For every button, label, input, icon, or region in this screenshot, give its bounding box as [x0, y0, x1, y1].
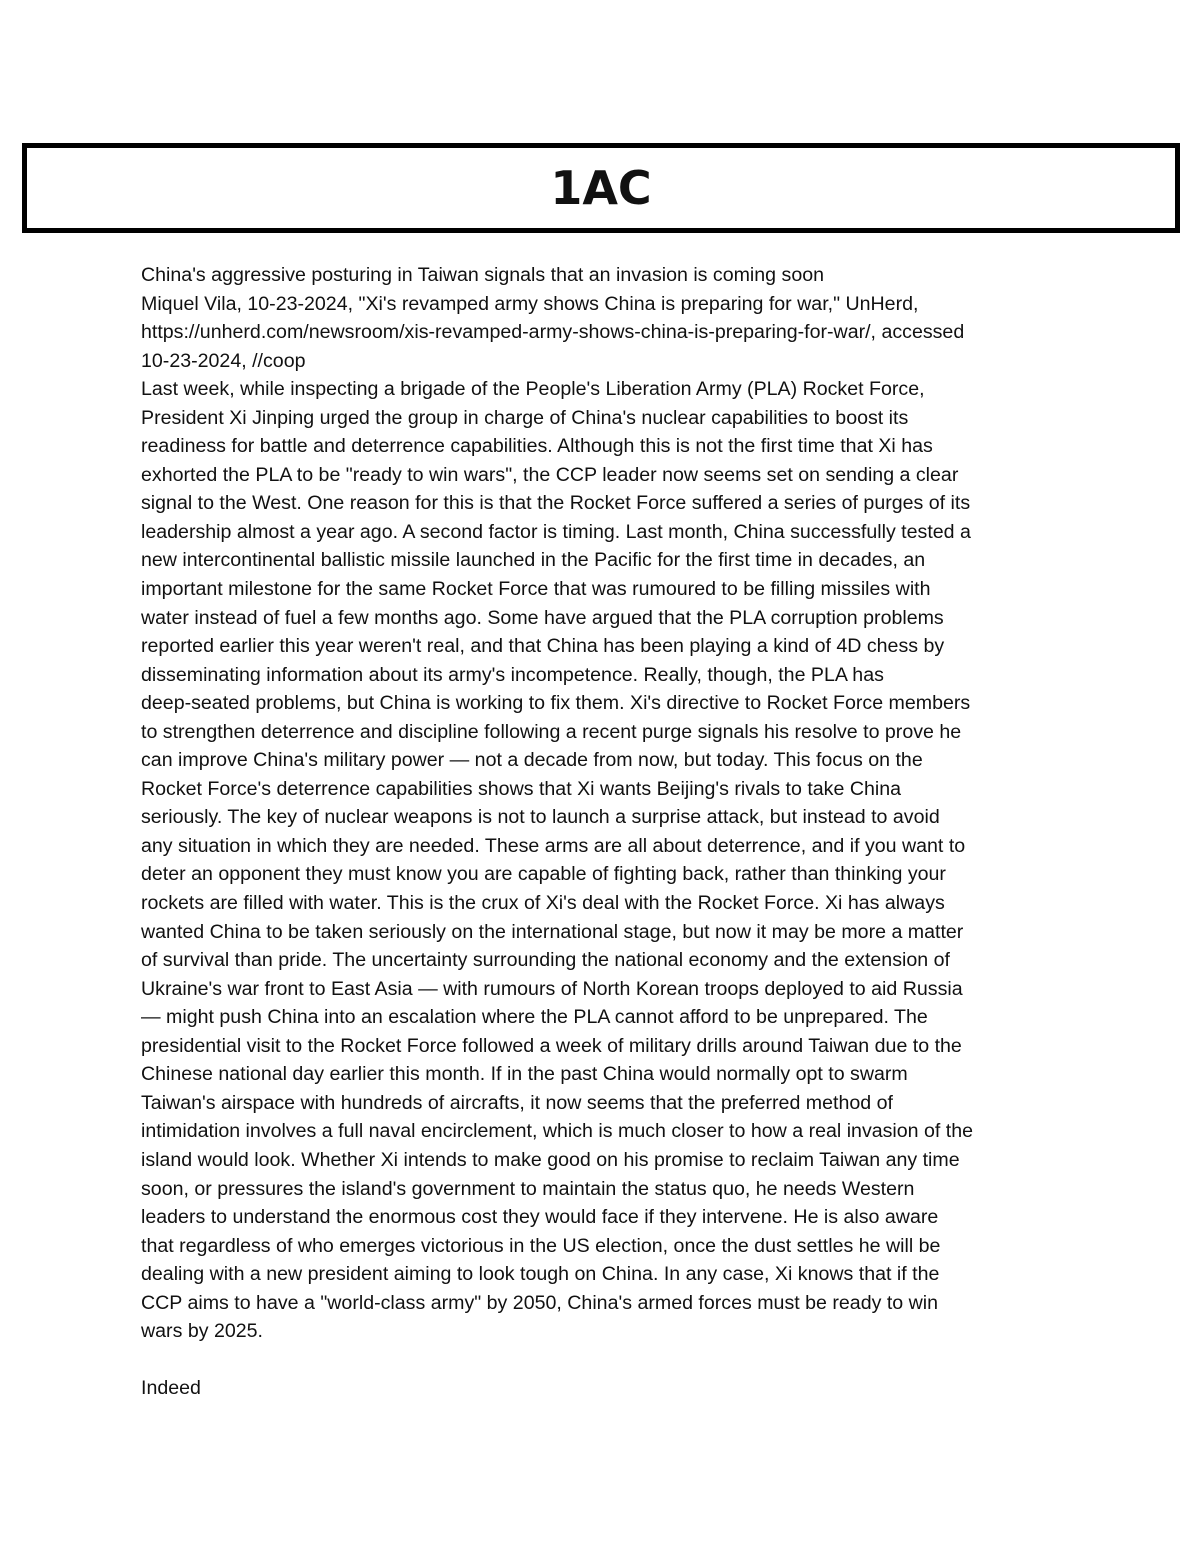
card-text-line: intimidation involves a full naval encirclement, which is much closer to how a real invasion of the	[141, 1120, 974, 1143]
card-text-line: — might push China into an escalation where the PLA cannot afford to be unprepared. The	[141, 1006, 928, 1029]
card-text-line: exhorted the PLA to be "ready to win wars", the CCP leader now seems set on sending a clear	[141, 463, 959, 486]
card-text-line: of survival than pride. The uncertainty surrounding the national economy and the extension of	[141, 949, 950, 972]
citation	[141, 290, 973, 376]
card-text-line: soon, or pressures the island's government to maintain the status quo, he needs Western	[141, 1177, 915, 1200]
card-text-line: island would look. Whether Xi intends to make good on his promise to reclaim Taiwan any time	[141, 1148, 960, 1171]
card-text-line: President Xi Jinping urged the group in charge of China's nuclear capabilities to boost its	[141, 406, 909, 429]
spacer	[141, 1346, 973, 1375]
card-text-line: that regardless of who emerges victorious in the US election, once the dust settles he will be	[141, 1234, 941, 1257]
card-text-line: Ukraine's war front to East Asia — with rumours of North Korean troops deployed to aid Russia	[141, 977, 963, 1000]
card-text-line: important milestone for the same Rocket Force that was rumoured to be filling missiles with	[141, 578, 931, 601]
citation-line: Miquel Vila, 10-23-2024, "Xi's revamped army shows China is preparing for war," UnHerd,	[141, 292, 919, 315]
card-text-line: reported earlier this year weren't real, and that China has been playing a kind of 4D chess by	[141, 635, 945, 658]
card-text-line: leadership almost a year ago. A second factor is timing. Last month, China successfully tested a	[141, 520, 971, 543]
card-text-line: water instead of fuel a few months ago. Some have argued that the PLA corruption problems	[141, 606, 944, 629]
card-text-line: Chinese national day earlier this month. If in the past China would normally opt to swarm	[141, 1063, 908, 1086]
title-box	[22, 143, 1180, 233]
citation-line: 10-23-2024, //coop	[141, 349, 306, 372]
card-text-line: dealing with a new president aiming to look tough on China. In any case, Xi knows that if the	[141, 1263, 940, 1286]
card-text-line: seriously. The key of nuclear weapons is not to launch a surprise attack, but instead to avoid	[141, 806, 940, 829]
card-text-line: CCP aims to have a "world-class army" by 2050, China's armed forces must be ready to win	[141, 1291, 939, 1314]
document-body	[141, 261, 973, 1403]
card-text-line: any situation in which they are needed. These arms are all about deterrence, and if you want to	[141, 834, 966, 857]
card-text-line: readiness for battle and deterrence capabilities. Although this is not the first time that Xi has	[141, 435, 933, 458]
card-text-line: deter an opponent they must know you are capable of fighting back, rather than thinking your	[141, 863, 946, 886]
card-text-line: signal to the West. One reason for this is that the Rocket Force suffered a series of purges of its	[141, 492, 971, 515]
card-text-line: wars by 2025.	[141, 1320, 263, 1343]
card-text-line: leaders to understand the enormous cost they would face if they intervene. He is also aware	[141, 1206, 939, 1229]
trailing-text: Indeed	[141, 1377, 201, 1400]
card-text	[141, 375, 973, 1346]
card-text-line: can improve China's military power — not a decade from now, but today. This focus on the	[141, 749, 923, 772]
card-text-line: deep-seated problems, but China is working to fix them. Xi's directive to Rocket Force members	[141, 692, 971, 715]
card-tag: China's aggressive posturing in Taiwan signals that an invasion is coming soon	[141, 264, 825, 286]
card-text-line: Last week, while inspecting a brigade of the People's Liberation Army (PLA) Rocket Force,	[141, 378, 925, 401]
card-text-line: new intercontinental ballistic missile launched in the Pacific for the first time in decades, an	[141, 549, 926, 572]
page-title: 1AC	[550, 161, 652, 215]
card-text-line: rockets are filled with water. This is the crux of Xi's deal with the Rocket Force. Xi has always	[141, 892, 945, 915]
card-text-line: Taiwan's airspace with hundreds of aircrafts, it now seems that the preferred method of	[141, 1091, 893, 1114]
citation-line: https://unherd.com/newsroom/xis-revamped-army-shows-china-is-preparing-for-war/, accessed	[141, 321, 965, 344]
card-text-line: wanted China to be taken seriously on the international stage, but now it may be more a matter	[141, 920, 964, 943]
card-text-line: to strengthen deterrence and discipline following a recent purge signals his resolve to prove he	[141, 720, 962, 743]
card-text-line: Rocket Force's deterrence capabilities shows that Xi wants Beijing's rivals to take China	[141, 777, 902, 800]
card-text-line: disseminating information about its army's incompetence. Really, though, the PLA has	[141, 663, 884, 686]
card-text-line: presidential visit to the Rocket Force followed a week of military drills around Taiwan due to the	[141, 1034, 962, 1057]
